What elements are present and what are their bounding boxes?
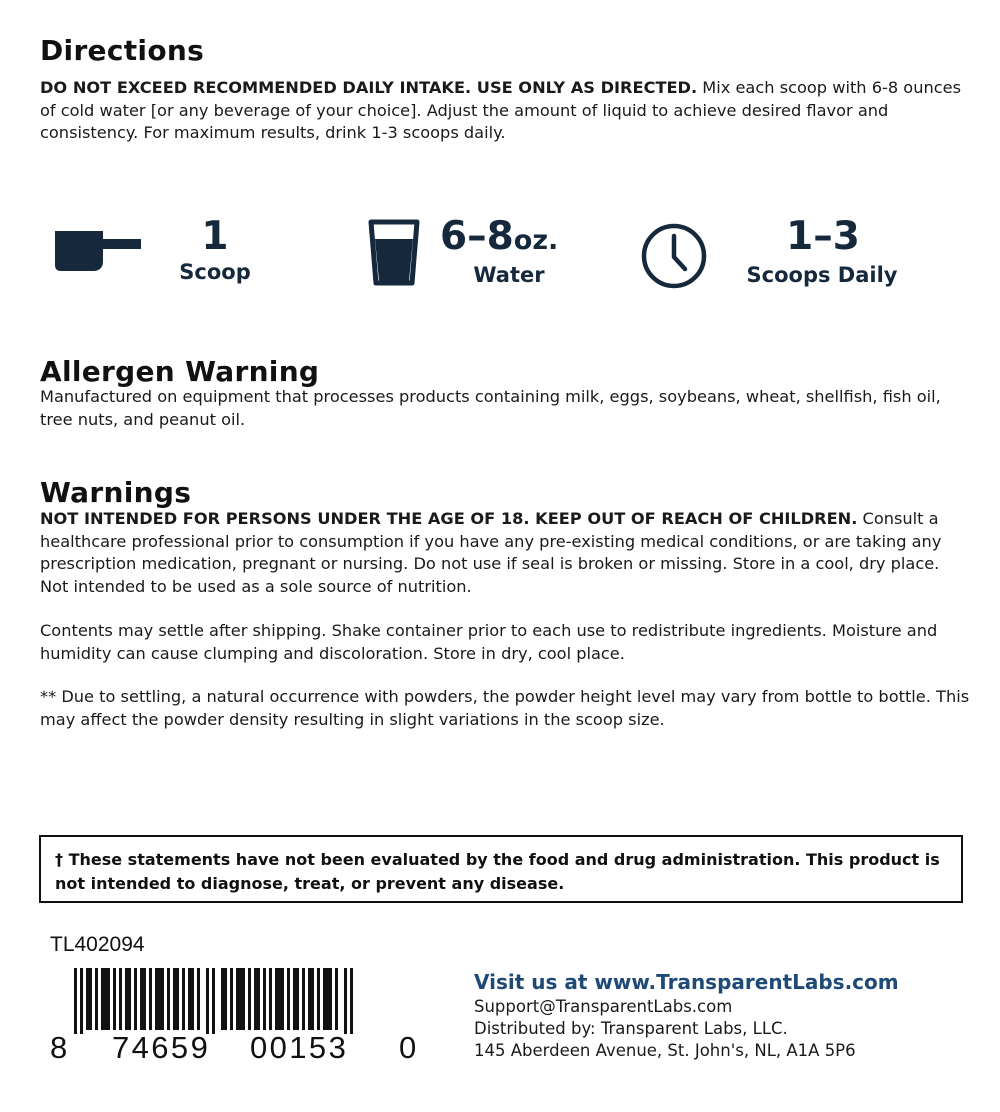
sku-code: TL402094: [50, 933, 145, 956]
barcode-left-group: 74659: [112, 1030, 211, 1065]
fda-disclaimer-box: [39, 835, 963, 903]
warnings-body: Consult a healthcare professional prior to consumption if you have any pre-existing medical conditions, or are taking any prescription medication, pregnant or nursing. Do not use if seal is broken or missing. Store in a cool, dry place. Not intended to be used as a sole source of nutrition.: [40, 509, 942, 596]
water-amount: [440, 214, 570, 261]
glass-icon: [368, 219, 420, 287]
scoop-label: Scoop: [179, 260, 251, 284]
serving-icon-row: [0, 205, 1000, 305]
water-unit: oz.: [513, 225, 559, 256]
daily-label: Scoops Daily: [746, 263, 898, 287]
scoop-value: 1: [201, 214, 229, 259]
settle-text: Contents may settle after shipping. Shake container prior to each use to redistribute ingredients. Moisture and humidity can cause clumping and discoloration. Store in dry, cool place.: [40, 621, 938, 663]
warnings-text: [40, 508, 970, 598]
distributor-text: Distributed by: Transparent Labs, LLC.: [474, 1019, 788, 1038]
directions-text: [40, 77, 970, 145]
barcode: [48, 968, 398, 1034]
water-label: Water: [473, 263, 545, 287]
fda-disclaimer-text: † These statements have not been evaluated by the food and drug administration. This product is not intended to diagnose, treat, or prevent any disease.: [55, 850, 940, 893]
directions-body: Mix each scoop with 6-8 ounces of cold water [or any beverage of your choice]. Adjust the amount of liquid to achieve desired flavor and consistency. For maximum results, drink 1-3 scoops daily.: [40, 78, 962, 142]
website-link[interactable]: Visit us at www.TransparentLabs.com: [474, 970, 899, 994]
directions-heading: Directions: [40, 34, 205, 67]
address-text: 145 Aberdeen Avenue, St. John's, NL, A1A 5P6: [474, 1041, 856, 1060]
support-email[interactable]: Support@TransparentLabs.com: [474, 997, 733, 1016]
barcode-bars: [74, 968, 353, 1034]
directions-bold-warning: DO NOT EXCEED RECOMMENDED DAILY INTAKE. USE ONLY AS DIRECTED.: [40, 78, 698, 97]
barcode-right-group: 00153: [250, 1030, 349, 1065]
warnings-heading: Warnings: [40, 476, 192, 509]
scoop-icon: [55, 227, 141, 277]
allergen-text: Manufactured on equipment that processes products containing milk, eggs, soybeans, wheat, shellfish, fish oil, tree nuts, and peanut oil.: [40, 387, 941, 429]
allergen-heading: Allergen Warning: [40, 355, 320, 388]
barcode-first-digit: 8: [50, 1030, 70, 1065]
powder-text: ** Due to settling, a natural occurrence with powders, the powder height level may vary from bottle to bottle. This may affect the powder density resulting in slight variations in the scoop size.: [40, 687, 970, 729]
daily-value: 1–3: [786, 214, 860, 259]
clock-icon: [640, 222, 708, 290]
water-value: 6–8: [440, 214, 514, 259]
warnings-bold: NOT INTENDED FOR PERSONS UNDER THE AGE OF 18. KEEP OUT OF REACH OF CHILDREN.: [40, 509, 858, 528]
barcode-check-digit: 0: [399, 1030, 419, 1065]
